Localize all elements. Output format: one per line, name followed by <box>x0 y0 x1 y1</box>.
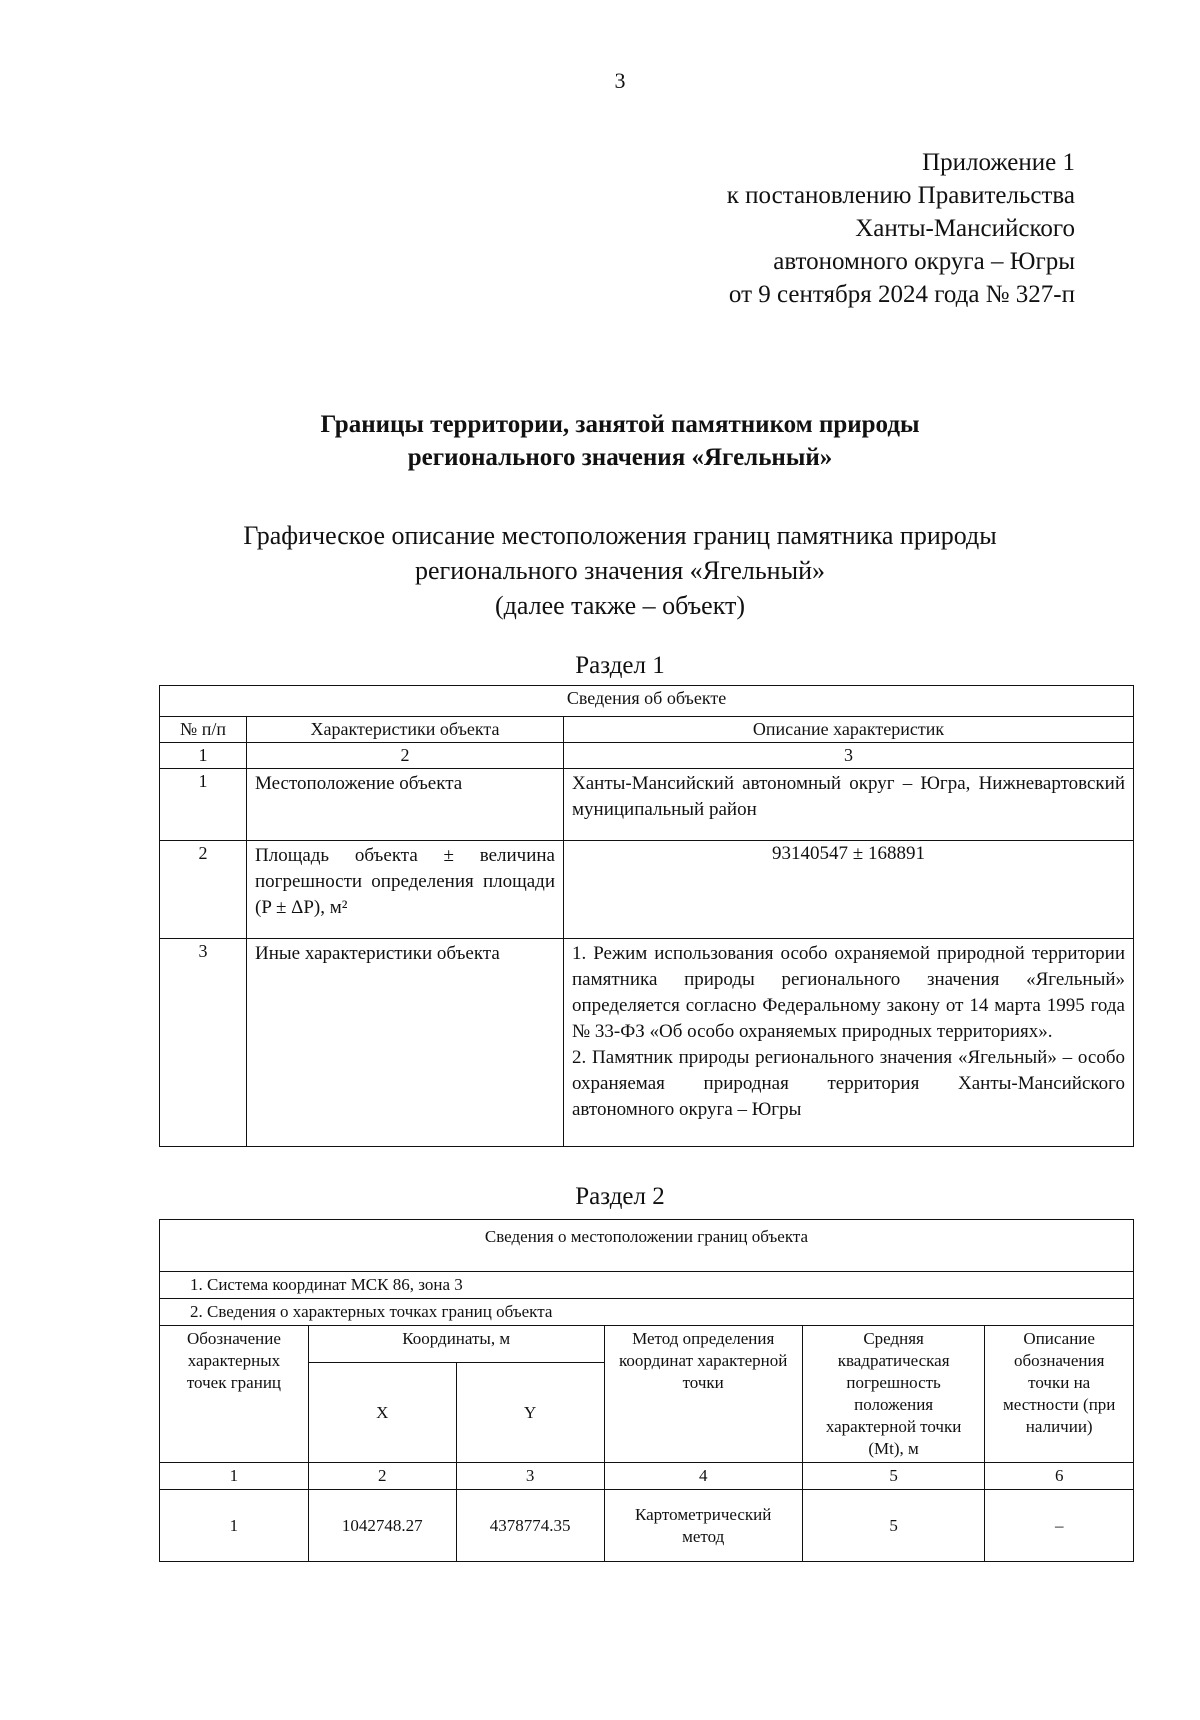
number-cell: 6 <box>985 1463 1134 1490</box>
row-description <box>564 939 1134 1147</box>
point-cell: 1 <box>160 1490 309 1562</box>
table-row <box>160 1490 1134 1562</box>
appendix-line: к постановлению Правительства <box>726 182 1075 209</box>
header-cell: Описание характеристик <box>564 717 1134 743</box>
description-paragraph: 2. Памятник природы регионального значения «Ягельный» – особо охраняемая природная территория Ханты-Мансийского автономного округа – Югры <box>572 1047 1125 1120</box>
list-item: 1. Система координат МСК 86, зона 3 <box>160 1272 1134 1299</box>
number-cell: 4 <box>604 1463 802 1490</box>
section1-heading: Раздел 1 <box>575 652 665 679</box>
object-info-table <box>159 685 1134 1147</box>
description-paragraph: 1. Режим использования особо охраняемой природной территории памятника природы регионального значения «Ягельный» определяется согласно Федеральному закону от 14 марта 1995 года № 33-ФЗ «Об особо охраняемых природных территориях». <box>572 943 1125 1042</box>
header-cell: Метод определения координат характерной точки <box>604 1326 802 1463</box>
number-cell: 1 <box>160 1463 309 1490</box>
header-cell: Описание обозначения точки на местности (при наличии) <box>985 1326 1134 1463</box>
header-cell: Координаты, м <box>308 1326 604 1363</box>
header-cell-x: X <box>308 1363 456 1463</box>
header-cell: Средняя квадратическая погрешность положения характерной точки (Mt), м <box>802 1326 985 1463</box>
description-cell: – <box>985 1490 1134 1562</box>
y-cell: 4378774.35 <box>456 1490 604 1562</box>
header-cell: № п/п <box>160 717 247 743</box>
page-number: 3 <box>614 68 626 93</box>
row-description: Ханты-Мансийский автономный округ – Югра, Нижневартовский муниципальный район <box>564 769 1134 841</box>
header-cell-y: Y <box>456 1363 604 1463</box>
section2-heading: Раздел 2 <box>575 1183 665 1210</box>
appendix-line: Приложение 1 <box>922 149 1075 176</box>
boundary-points-table <box>159 1219 1134 1562</box>
table-title: Сведения о местоположении границ объекта <box>160 1220 1134 1272</box>
row-number: 3 <box>160 939 247 1147</box>
method-cell: Картометрический метод <box>604 1490 802 1562</box>
number-cell: 3 <box>456 1463 604 1490</box>
row-characteristic: Местоположение объекта <box>247 769 564 841</box>
number-cell: 2 <box>247 743 564 769</box>
header-cell: Обозначение характерных точек границ <box>160 1326 309 1463</box>
table-row <box>160 769 1134 841</box>
table-row <box>160 939 1134 1147</box>
number-cell: 5 <box>802 1463 985 1490</box>
appendix-line: автономного округа – Югры <box>773 248 1075 275</box>
appendix-block <box>727 146 1075 311</box>
row-number: 1 <box>160 769 247 841</box>
title-line: регионального значения «Ягельный» <box>407 444 833 471</box>
row-characteristic: Площадь объекта ± величина погрешности определения площади (P ± ΔP), м² <box>247 841 564 939</box>
subtitle-line: Графическое описание местоположения границ памятника природы <box>243 521 997 550</box>
table-row <box>160 841 1134 939</box>
subtitle-line: (далее также – объект) <box>494 591 746 620</box>
title-line: Границы территории, занятой памятником природы <box>320 411 920 438</box>
row-number: 2 <box>160 841 247 939</box>
error-cell: 5 <box>802 1490 985 1562</box>
subtitle-line: регионального значения «Ягельный» <box>415 556 825 585</box>
appendix-line: Ханты-Мансийского <box>855 215 1075 242</box>
appendix-line: от 9 сентября 2024 года № 327-п <box>728 281 1075 308</box>
list-item: 2. Сведения о характерных точках границ объекта <box>160 1299 1134 1326</box>
document-title <box>0 408 1200 474</box>
number-cell: 3 <box>564 743 1134 769</box>
number-cell: 1 <box>160 743 247 769</box>
table-title: Сведения об объекте <box>160 686 1134 717</box>
row-characteristic: Иные характеристики объекта <box>247 939 564 1147</box>
number-cell: 2 <box>308 1463 456 1490</box>
row-description: 93140547 ± 168891 <box>564 841 1134 939</box>
document-subtitle <box>0 518 1200 623</box>
header-cell: Характеристики объекта <box>247 717 564 743</box>
x-cell: 1042748.27 <box>308 1490 456 1562</box>
